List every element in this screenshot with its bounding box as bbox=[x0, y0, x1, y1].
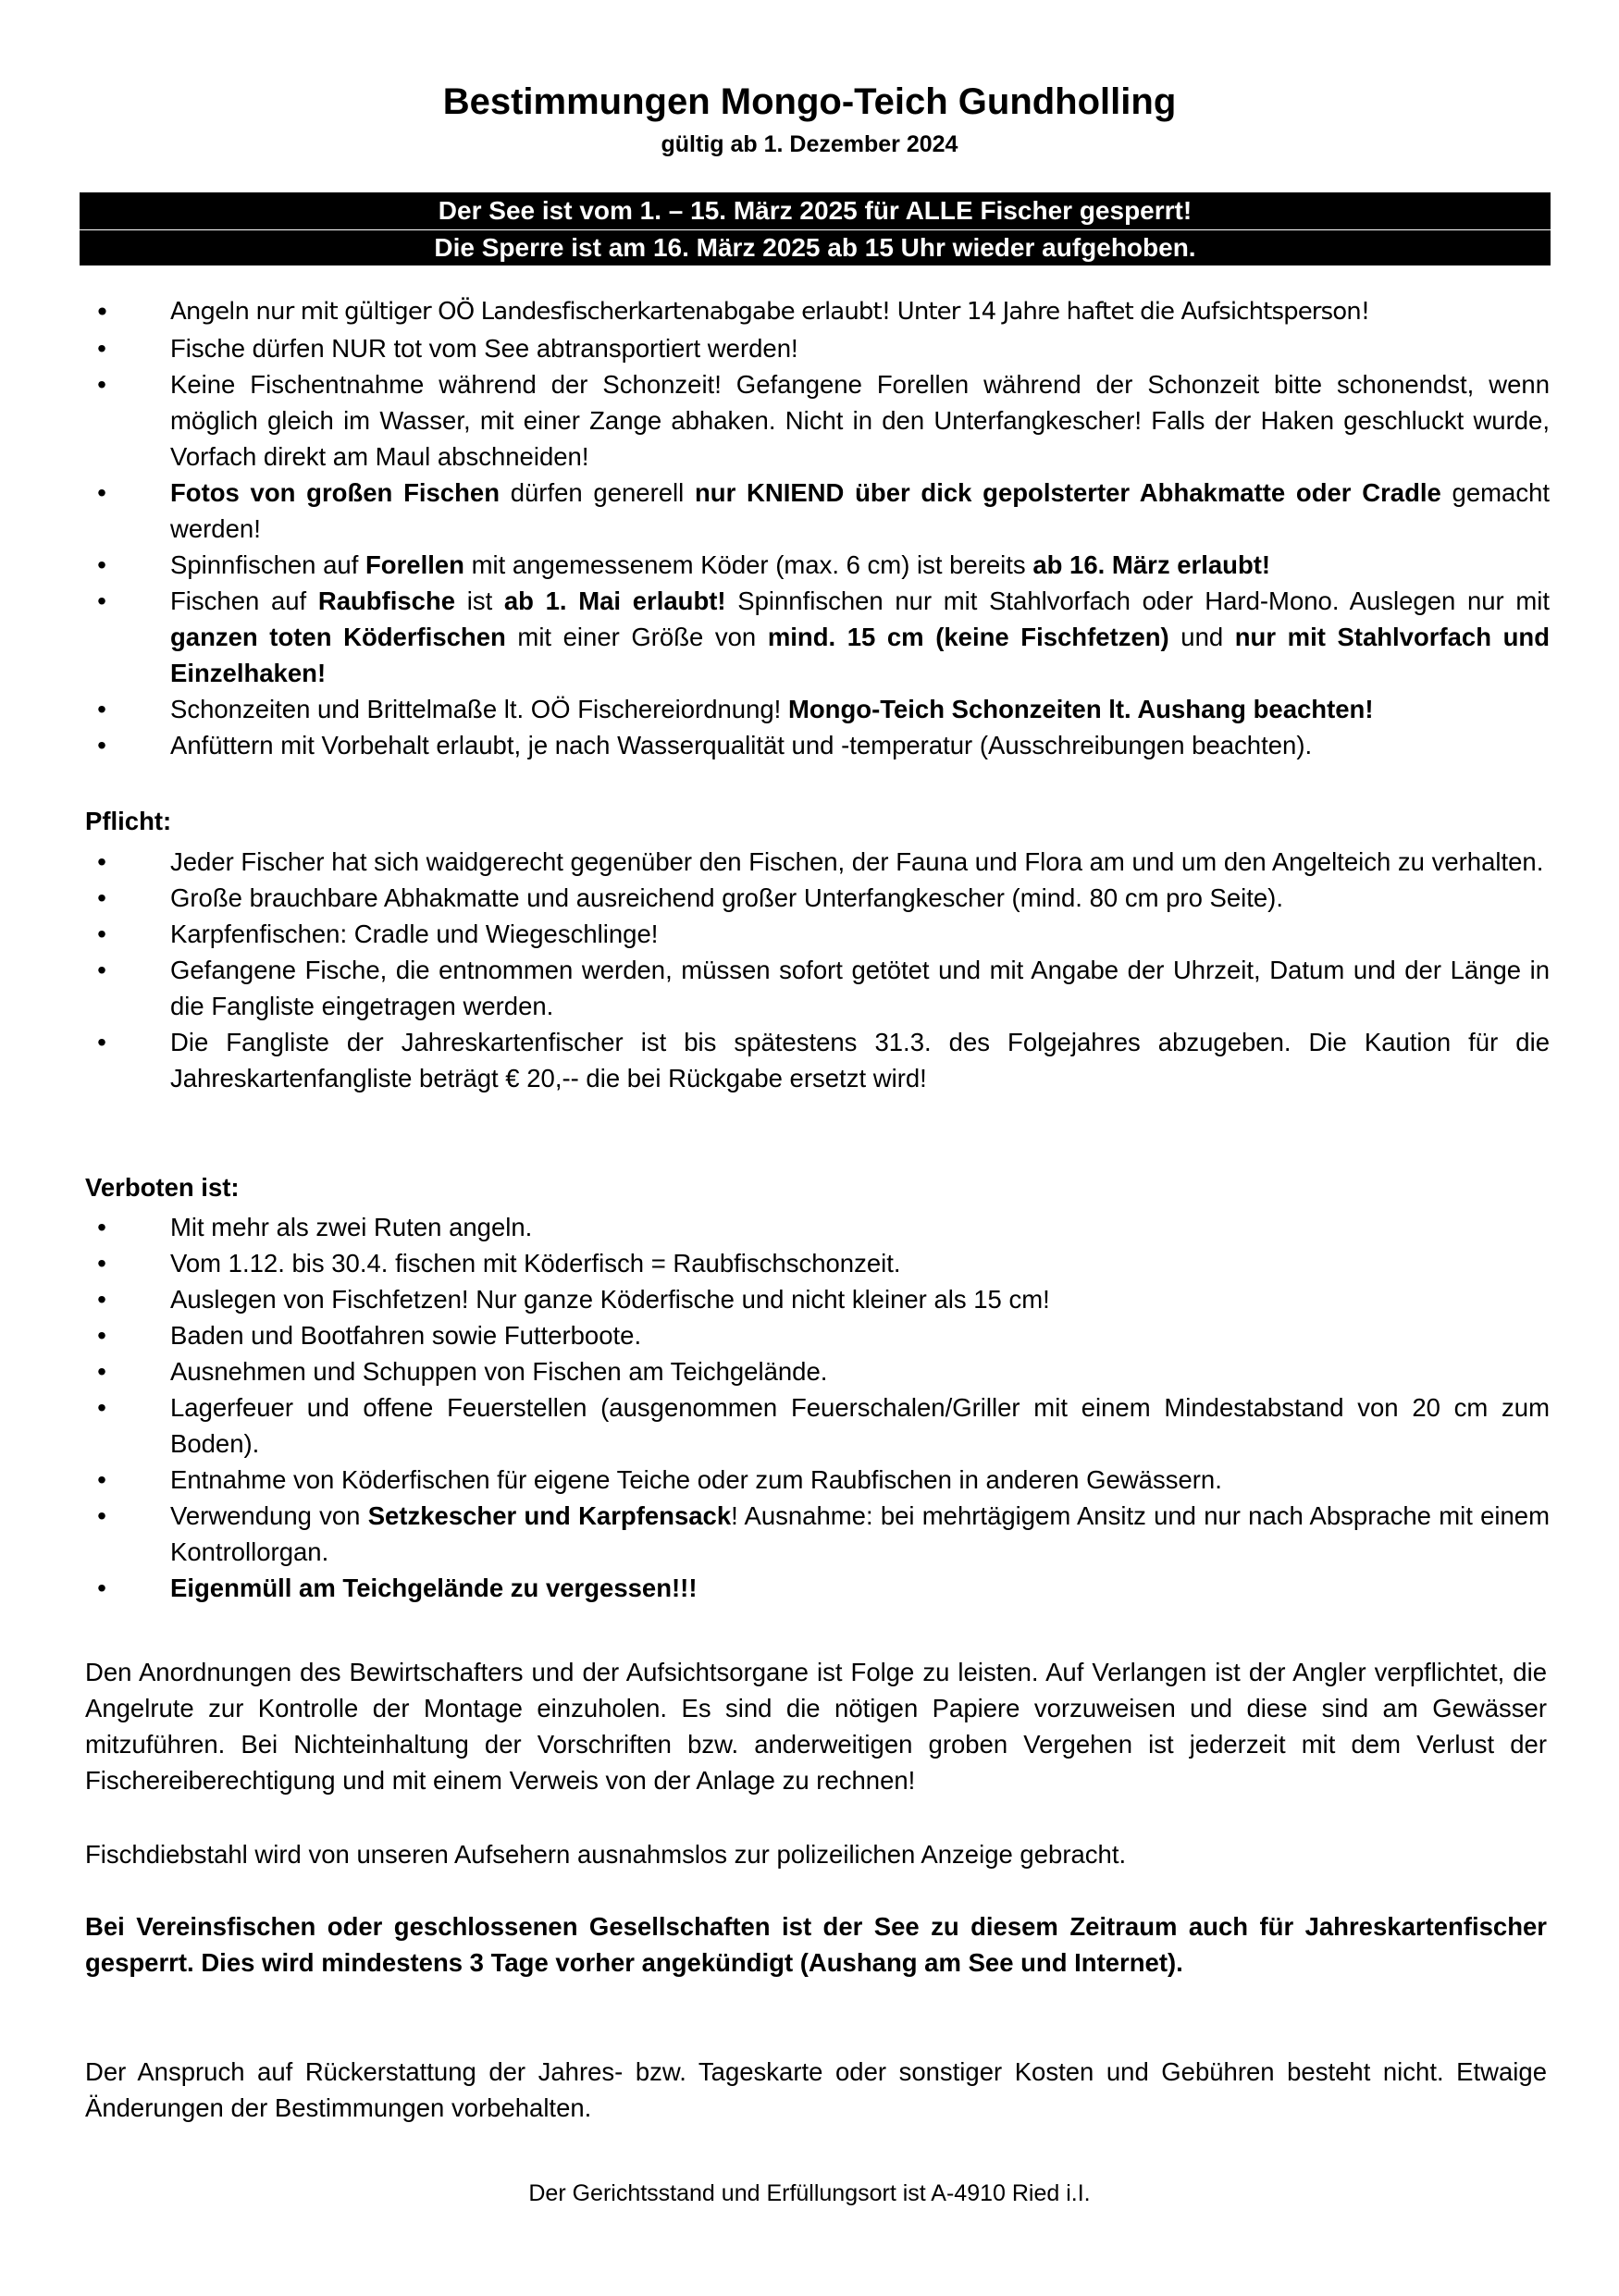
paragraph-closures: Bei Vereinsfischen oder geschlossenen Gesellschaften ist der See zu diesem Zeitraum auch für Jahreskartenfischer gesperrt. Dies wird mindestens 3 Tage vorher angekündigt (Aushang am See und Internet). bbox=[85, 1912, 1547, 1977]
bullet-icon: • bbox=[97, 550, 106, 579]
bold-text: mind. 15 cm (keine Fischfetzen) bbox=[767, 623, 1169, 651]
list-item bbox=[93, 880, 1550, 916]
bullet-icon: • bbox=[97, 920, 106, 948]
list-item bbox=[93, 1281, 1550, 1317]
bullet-icon: • bbox=[97, 370, 106, 399]
bullet-icon: • bbox=[97, 883, 106, 912]
bullet-icon: • bbox=[97, 1249, 106, 1278]
list-item bbox=[93, 691, 1550, 727]
document-subtitle: gültig ab 1. Dezember 2024 bbox=[661, 131, 958, 157]
text: Anfüttern mit Vorbehalt erlaubt, je nach Wasserqualität und -temperatur (Ausschreibungen beachten). bbox=[170, 731, 1313, 759]
pflicht-list bbox=[93, 844, 1550, 1096]
bullet-icon: • bbox=[97, 1321, 106, 1350]
list-item bbox=[93, 1317, 1550, 1353]
footer-jurisdiction: Der Gerichtsstand und Erfüllungsort ist A-4910 Ried i.I. bbox=[528, 2180, 1091, 2206]
document-title: Bestimmungen Mongo-Teich Gundholling bbox=[442, 81, 1177, 122]
bold-text: Fotos von großen Fischen bbox=[170, 478, 500, 507]
text: Spinnfischen nur mit Stahlvorfach oder Hard-Mono. Auslegen nur mit bbox=[725, 586, 1550, 615]
bullet-icon: • bbox=[97, 1501, 106, 1530]
text: Schonzeiten und Brittelmaße lt. OÖ Fischereiordnung! bbox=[170, 695, 788, 723]
bold-text: ganzen toten Köderfischen bbox=[170, 623, 506, 651]
paragraph-refund: Der Anspruch auf Rückerstattung der Jahres- bzw. Tageskarte oder sonstiger Kosten und Gebühren besteht nicht. Etwaige Änderungen der Bestimmungen vorbehalten. bbox=[85, 2057, 1547, 2122]
list-item bbox=[93, 1353, 1550, 1389]
verboten-heading: Verboten ist: bbox=[85, 1173, 240, 1202]
bullet-icon: • bbox=[97, 1285, 106, 1314]
bullet-icon: • bbox=[97, 334, 106, 363]
bullet-icon: • bbox=[97, 695, 106, 723]
list-item bbox=[93, 1570, 1550, 1606]
list-item bbox=[93, 1245, 1550, 1281]
closure-banner-line-1: Der See ist vom 1. – 15. März 2025 für ALLE Fischer gesperrt! bbox=[80, 192, 1551, 229]
bullet-icon: • bbox=[97, 956, 106, 984]
bullet-icon: • bbox=[97, 586, 106, 615]
list-item bbox=[93, 952, 1550, 1024]
bullet-icon: • bbox=[97, 1465, 106, 1494]
text: Mit mehr als zwei Ruten angeln. bbox=[170, 1213, 533, 1241]
text: Auslegen von Fischfetzen! Nur ganze Köderfische und nicht kleiner als 15 cm! bbox=[170, 1285, 1050, 1314]
text: Die Fangliste der Jahreskartenfischer ist bis spätestens 31.3. des Folgejahres abzugeben. Die Kaution für die Jahreskartenfangliste beträgt € 20,-- die bei Rückgabe ersetzt wird! bbox=[170, 1028, 1550, 1092]
text: gemacht werden! bbox=[170, 478, 1551, 543]
bold-text: nur KNIEND über dick gepolsterter Abhakmatte oder Cradle bbox=[694, 478, 1441, 507]
text: mit angemessenem Köder (max. 6 cm) ist bereits bbox=[463, 550, 1033, 579]
paragraph-obligations: Den Anordnungen des Bewirtschafters und der Aufsichtsorgane ist Folge zu leisten. Auf Verlangen ist der Angler verpflichtet, die Angelrute zur Kontrolle der Montage einzuholen. Es sind die nötigen Papiere vorzuweisen und diese sind am Gewässer mitzuführen. Bei Nichteinhaltung der Vorschriften bzw. anderweitigen groben Vergehen ist jederzeit mit dem Verlust der Fischereiberechtigung und mit einem Verweis von der Anlage zu rechnen! bbox=[85, 1658, 1547, 1795]
bullet-icon: • bbox=[97, 1393, 106, 1422]
text: Verwendung von bbox=[170, 1501, 368, 1530]
text: Fische dürfen NUR tot vom See abtransportiert werden! bbox=[170, 334, 798, 363]
text: ist bbox=[455, 586, 504, 615]
bullet-icon: • bbox=[97, 1213, 106, 1241]
list-item bbox=[93, 1024, 1550, 1096]
text: Karpfenfischen: Cradle und Wiegeschlinge! bbox=[170, 920, 659, 948]
list-item bbox=[93, 294, 1550, 330]
text: Vom 1.12. bis 30.4. fischen mit Köderfisch = Raubfischschonzeit. bbox=[170, 1249, 901, 1278]
text: dürfen generell bbox=[500, 478, 695, 507]
list-item bbox=[93, 916, 1550, 952]
text: Entnahme von Köderfischen für eigene Teiche oder zum Raubfischen in anderen Gewässern. bbox=[170, 1465, 1222, 1494]
list-item bbox=[93, 1389, 1550, 1462]
bold-text: nur mit Stahlvorfach und Einzelhaken! bbox=[170, 623, 1550, 687]
bullet-icon: • bbox=[97, 731, 106, 759]
text: Jeder Fischer hat sich waidgerecht gegenüber den Fischen, der Fauna und Flora am und um den Angelteich zu verhalten. bbox=[170, 847, 1544, 876]
bullet-icon: • bbox=[97, 478, 106, 507]
bold-text: Setzkescher und Karpfensack bbox=[367, 1501, 732, 1530]
closure-banner-line-2: Die Sperre ist am 16. März 2025 ab 15 Uhr wieder aufgehoben. bbox=[80, 230, 1551, 265]
bold-text: ab 16. März erlaubt! bbox=[1032, 550, 1271, 579]
text: Spinnfischen auf bbox=[170, 550, 365, 579]
bold-text: Eigenmüll am Teichgelände zu vergessen!!! bbox=[170, 1574, 698, 1602]
text: Große brauchbare Abhakmatte und ausreichend großer Unterfangkescher (mind. 80 cm pro Seite). bbox=[170, 883, 1283, 912]
bullet-icon: • bbox=[97, 1028, 106, 1056]
list-item bbox=[93, 475, 1550, 547]
list-item bbox=[93, 366, 1550, 475]
list-item bbox=[93, 1462, 1550, 1498]
list-item bbox=[93, 1498, 1550, 1570]
text: Baden und Bootfahren sowie Futterboote. bbox=[170, 1321, 642, 1350]
paragraph-theft: Fischdiebstahl wird von unseren Aufsehern ausnahmslos zur polizeilichen Anzeige gebracht. bbox=[85, 1840, 1127, 1869]
text: Fischen auf bbox=[170, 586, 318, 615]
verboten-list bbox=[93, 1209, 1550, 1606]
list-item bbox=[93, 844, 1550, 880]
list-item bbox=[93, 727, 1550, 763]
text: Lagerfeuer und offene Feuerstellen (ausgenommen Feuerschalen/Griller mit einem Mindestabstand von 20 cm zum Boden). bbox=[170, 1393, 1550, 1458]
list-item bbox=[93, 1209, 1550, 1245]
text: Gefangene Fische, die entnommen werden, müssen sofort getötet und mit Angabe der Uhrzeit, Datum und der Länge in die Fangliste eingetragen werden. bbox=[170, 956, 1550, 1020]
bullet-icon: • bbox=[94, 297, 109, 327]
text: und bbox=[1168, 623, 1235, 651]
list-item bbox=[93, 330, 1550, 366]
bold-text: Forellen bbox=[365, 550, 464, 579]
bullet-icon: • bbox=[97, 1357, 106, 1386]
text: mit einer Größe von bbox=[505, 623, 768, 651]
pflicht-heading: Pflicht: bbox=[85, 807, 172, 835]
bullet-icon: • bbox=[97, 1574, 106, 1602]
text: ! Ausnahme: bei mehrtägigem Ansitz und nur nach Absprache mit einem Kontrollorgan. bbox=[170, 1501, 1550, 1566]
bold-text: ab 1. Mai erlaubt! bbox=[503, 586, 726, 615]
text: Ausnehmen und Schuppen von Fischen am Teichgelände. bbox=[170, 1357, 828, 1386]
text: Keine Fischentnahme während der Schonzeit! Gefangene Forellen während der Schonzeit bitte schonendst, wenn möglich gleich im Wasser, mit einer Zange abhaken. Nicht in den Unterfangkescher! Falls der Haken geschluckt wurde, Vorfach direkt am Maul abschneiden! bbox=[170, 370, 1550, 471]
rules-list bbox=[93, 294, 1550, 763]
bold-text: Mongo-Teich Schonzeiten lt. Aushang beachten! bbox=[787, 695, 1374, 723]
bold-text: Raubfische bbox=[317, 586, 456, 615]
list-item bbox=[93, 583, 1550, 691]
list-item bbox=[93, 547, 1550, 583]
text: Angeln nur mit gültiger OÖ Landesfischerkartenabgabe erlaubt! Unter 14 Jahre haftet die Aufsichtsperson! bbox=[170, 298, 1370, 326]
bullet-icon: • bbox=[97, 847, 106, 876]
